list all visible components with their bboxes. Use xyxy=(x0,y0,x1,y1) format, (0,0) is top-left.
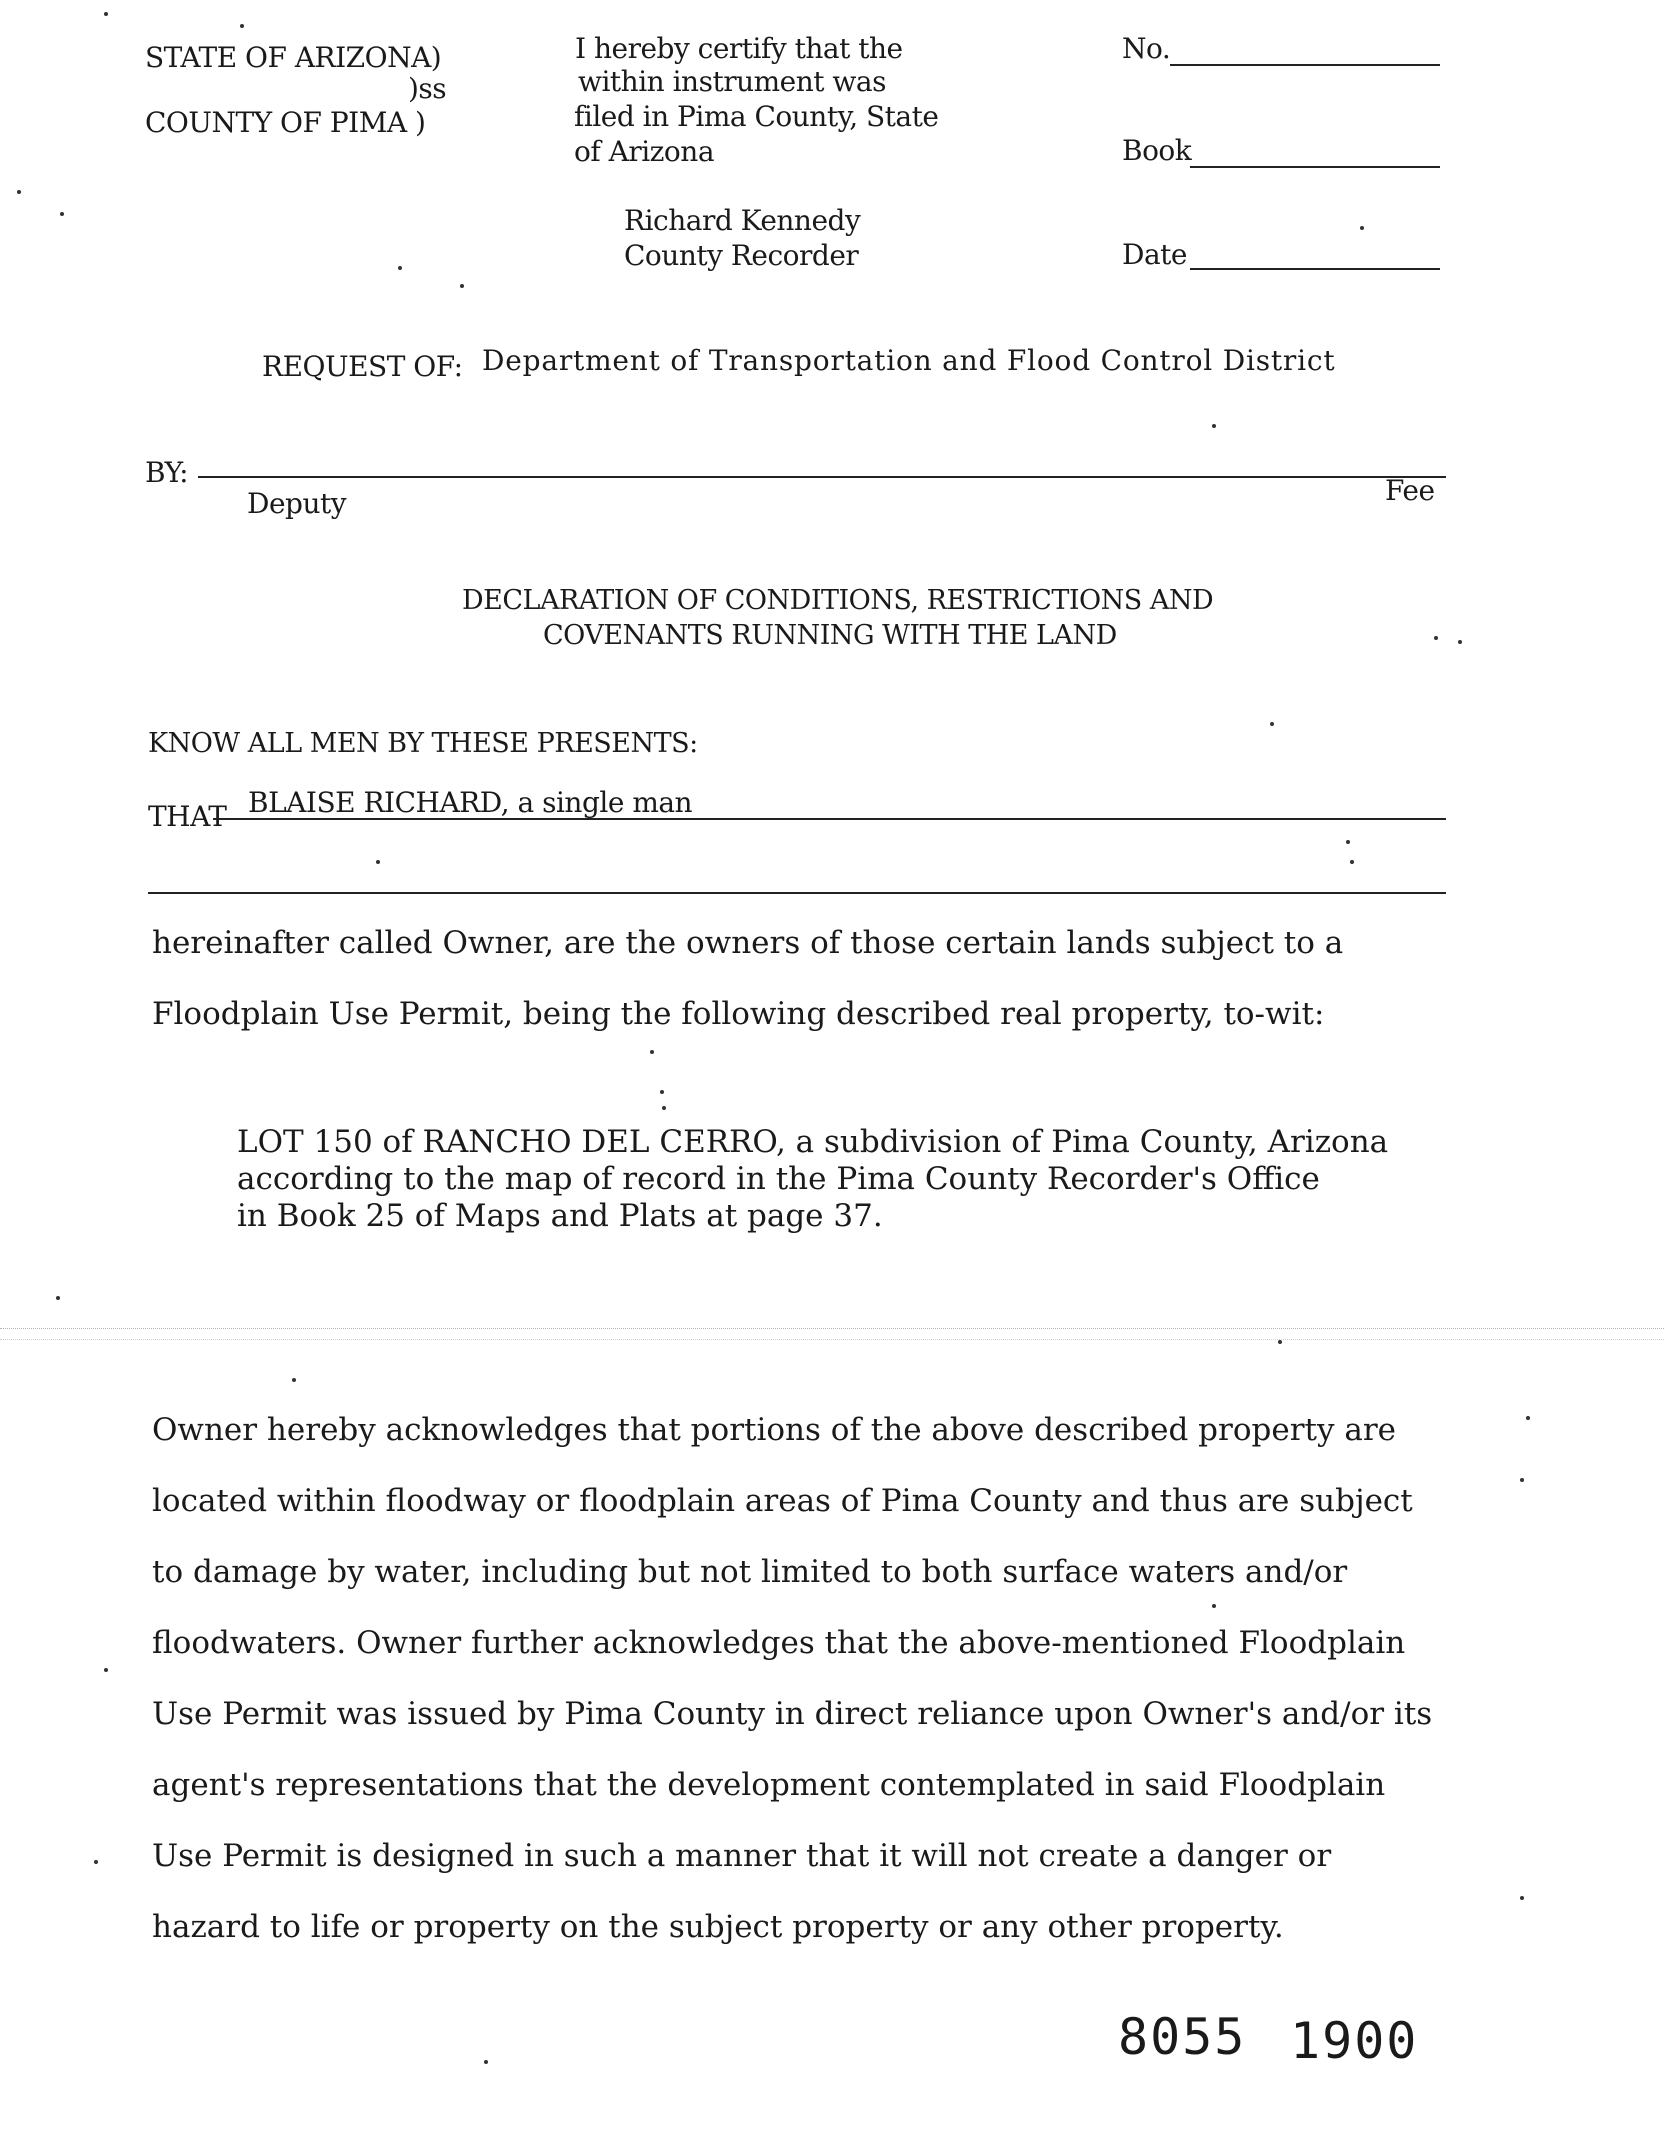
request-label: REQUEST OF: xyxy=(262,350,463,383)
speck xyxy=(1212,424,1216,428)
speck xyxy=(1520,1478,1524,1482)
certify-line-4: of Arizona xyxy=(574,135,715,168)
know-all-men: KNOW ALL MEN BY THESE PRESENTS: xyxy=(148,728,698,759)
ack-line-2: located within floodway or floodplain areas of Pima County and thus are subject xyxy=(152,1483,1413,1519)
legal-line-1: LOT 150 of RANCHO DEL CERRO, a subdivision of Pima County, Arizona xyxy=(237,1124,1389,1160)
ss-label: )ss xyxy=(408,72,447,105)
fee-label: Fee xyxy=(1385,474,1435,507)
document-title-line-2: COVENANTS RUNNING WITH THE LAND xyxy=(543,620,1117,651)
speck xyxy=(240,24,244,28)
state-label: STATE OF ARIZONA) xyxy=(145,41,442,74)
by-line xyxy=(198,476,1446,478)
speck xyxy=(484,2060,488,2064)
speck xyxy=(660,1090,664,1094)
ack-line-5: Use Permit was issued by Pima County in direct reliance upon Owner's and/or its xyxy=(152,1696,1433,1732)
speck xyxy=(60,212,64,216)
speck xyxy=(56,1296,60,1300)
ack-line-6: agent's representations that the development contemplated in said Floodplain xyxy=(152,1767,1386,1803)
deputy-label: Deputy xyxy=(247,487,347,520)
speck xyxy=(104,12,108,16)
ack-line-8: hazard to life or property on the subject property or any other property. xyxy=(152,1909,1284,1945)
that-line xyxy=(213,818,1446,820)
page-number: 1900 xyxy=(1290,2012,1419,2070)
speck xyxy=(94,1860,98,1864)
ack-line-1: Owner hereby acknowledges that portions of the above described property are xyxy=(152,1412,1396,1448)
certify-line-2: within instrument was xyxy=(578,65,886,98)
certify-line-1: I hereby certify that the xyxy=(575,32,903,65)
speck xyxy=(650,1050,654,1054)
no-label: No. xyxy=(1122,32,1171,65)
ack-line-4: floodwaters. Owner further acknowledges that the above-mentioned Floodplain xyxy=(152,1625,1406,1661)
recorder-name: Richard Kennedy xyxy=(624,204,861,237)
ack-line-7: Use Permit is designed in such a manner that it will not create a danger or xyxy=(152,1838,1332,1874)
legal-description xyxy=(237,1124,1388,1235)
speck xyxy=(662,1106,666,1110)
speck xyxy=(1346,840,1350,844)
request-value: Department of Transportation and Flood Control District xyxy=(482,344,1336,377)
book-label: Book xyxy=(1122,134,1192,167)
speck xyxy=(398,266,402,270)
speck xyxy=(1212,1604,1216,1608)
legal-line-2: according to the map of record in the Pima County Recorder's Office xyxy=(237,1161,1320,1197)
speck xyxy=(17,190,21,194)
that-label: THAT xyxy=(148,800,227,833)
owner-line-2: Floodplain Use Permit, being the following described real property, to-wit: xyxy=(152,996,1325,1032)
speck xyxy=(1270,722,1274,726)
speck xyxy=(292,1378,296,1382)
county-label: COUNTY OF PIMA ) xyxy=(145,106,426,139)
book-line xyxy=(1190,166,1440,168)
speck xyxy=(1350,860,1354,864)
no-line xyxy=(1170,64,1440,66)
speck xyxy=(460,284,464,288)
blank-owner-line xyxy=(148,892,1446,894)
ack-line-3: to damage by water, including but not limited to both surface waters and/or xyxy=(152,1554,1348,1590)
speck xyxy=(1434,636,1438,640)
owner-name: BLAISE RICHARD, a single man xyxy=(248,786,693,819)
certify-line-3: filed in Pima County, State xyxy=(574,100,939,133)
speck xyxy=(1458,640,1462,644)
date-line xyxy=(1190,268,1440,270)
speck xyxy=(1278,1340,1282,1344)
docket-number: 8055 xyxy=(1118,2008,1247,2066)
date-label: Date xyxy=(1122,238,1187,271)
legal-line-3: in Book 25 of Maps and Plats at page 37. xyxy=(237,1198,883,1234)
speck xyxy=(376,860,380,864)
speck xyxy=(1360,226,1364,230)
by-label: BY: xyxy=(145,456,189,489)
acknowledgement-paragraph xyxy=(152,1395,1452,1963)
speck xyxy=(104,1668,108,1672)
scan-artifact xyxy=(0,1328,1664,1340)
recorder-title: County Recorder xyxy=(624,239,859,272)
owner-line-1: hereinafter called Owner, are the owners of those certain lands subject to a xyxy=(152,925,1344,961)
document-title-line-1: DECLARATION OF CONDITIONS, RESTRICTIONS AND xyxy=(462,585,1214,616)
speck xyxy=(1520,1896,1524,1900)
owner-paragraph xyxy=(152,908,1452,1050)
speck xyxy=(1526,1416,1530,1420)
